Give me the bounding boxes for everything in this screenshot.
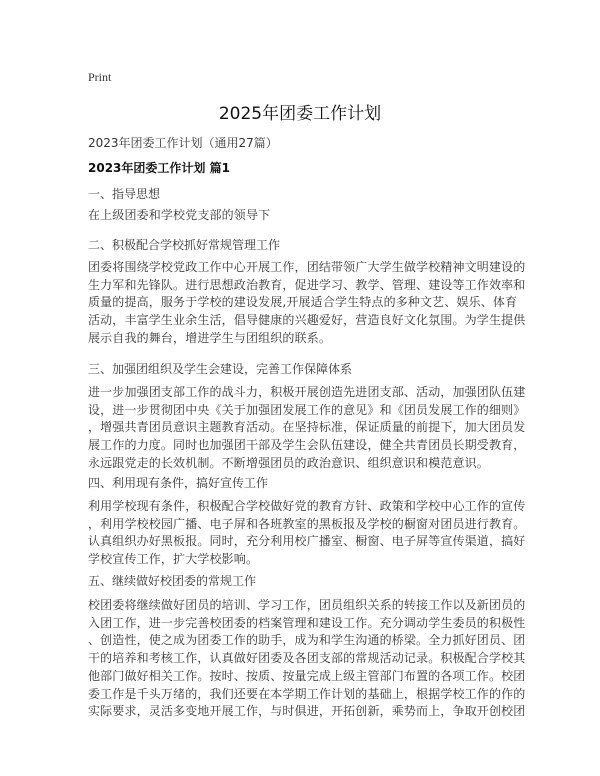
paragraph: [88, 384, 525, 473]
text-line: 展工作的力度。同时也加强团干部及学生会队伍建设，健全共青团员长期受教育，: [88, 438, 526, 453]
text-line: 生力军和先锋队。进行思想政治教育，促进学习、教学、管理、建设等工作效率和: [88, 277, 526, 292]
text-line: 在上级团委和学校党支部的领导下: [88, 208, 271, 222]
text-line: 设，进一步贯彻团中央《关于加强团发展工作的意见》和《团员发展工作的细则》: [88, 402, 526, 417]
text-line: 学校宣传工作，扩大学校影响。: [88, 552, 259, 567]
text-line: 认真组织办好黑板报。同时，充分利用校广播室、橱窗、电子屏等宣传渠道，搞好: [88, 534, 526, 549]
paragraph: [88, 259, 525, 348]
paragraph: [88, 597, 525, 721]
section-heading: 二、积极配合学校抓好常规管理工作: [88, 238, 281, 252]
text-line: 展示自我的舞台，增进学生与团组织的联系。: [88, 330, 332, 345]
text-line: 团委将围绕学校党政工作中心开展工作，团结带领广大学生做学校精神文明建设的: [88, 260, 526, 274]
section-heading: 一、指导思想: [88, 187, 161, 201]
text-line: 入团工作，进一步完善校团委的档案管理和建设工作。充分调动学生委员的积极性: [88, 615, 526, 630]
text-line: 他部门做好相关工作。按时、按质、按量完成上级主管部门布置的各项工作。校团: [88, 668, 526, 683]
text-line: 进一步加强团支部工作的战斗力，积极开展创造先进团支部、活动，加强团队伍建: [88, 385, 526, 399]
section-heading: 四、利用现有条件，搞好宣传工作: [88, 476, 269, 490]
section-heading: 五、继续做好校团委的常规工作: [88, 574, 257, 588]
text-line: 活动，丰富学生业余生活，倡导健康的兴趣爱好，营造良好文化氛围。为学生提供: [88, 313, 526, 328]
text-line: 干的培养和考核工作，认真做好团委及各团支部的常规活动记录。积极配合学校其: [88, 651, 526, 666]
text-line: ，利用学校校园广播、电子屏和各班教室的黑板报及学校的橱窗对团员进行教育。: [88, 516, 526, 531]
paragraph: [88, 498, 525, 569]
text-line: 校团委将继续做好团员的培训、学习工作，团员组织关系的转接工作以及新团员的: [88, 598, 526, 612]
text-line: ，增强共青团员意识主题教育活动。在坚持标准，保证质量的前提下，加大团员发: [88, 420, 526, 435]
text-line: 永远跟党走的长效机制。不断增强团员的政治意识、组织意识和模范意识。: [88, 455, 489, 470]
text-line: 质量的提高，服务于学校的建设发展,开展适合学生特点的多种文艺、娱乐、体育: [88, 295, 518, 310]
print-link[interactable]: Print: [88, 70, 112, 84]
text-line: 、创造性，使之成为团委工作的助手，成为和学生沟通的桥梁。全力抓好团员、团: [88, 633, 526, 648]
subtitle: 2023年团委工作计划（通用27篇）: [88, 136, 278, 150]
text-line: 委工作是千头万绪的，我们还要在本学期工作计划的基础上，根据学校工作的作的: [88, 686, 526, 701]
article-heading: 2023年团委工作计划 篇1: [88, 161, 230, 175]
text-line: 实际要求，灵活多变地开展工作，与时俱进，开拓创新，乘势而上，争取开创校团: [88, 704, 526, 719]
text-line: 利用学校现有条件，积极配合学校做好党的教育方针、政策和学校中心工作的宣传: [88, 499, 526, 513]
section-heading: 三、加强团组织及学生会建设，完善工作保障体系: [88, 362, 353, 376]
paragraph: [88, 207, 270, 225]
document-title: 2025年团委工作计划: [218, 104, 382, 124]
